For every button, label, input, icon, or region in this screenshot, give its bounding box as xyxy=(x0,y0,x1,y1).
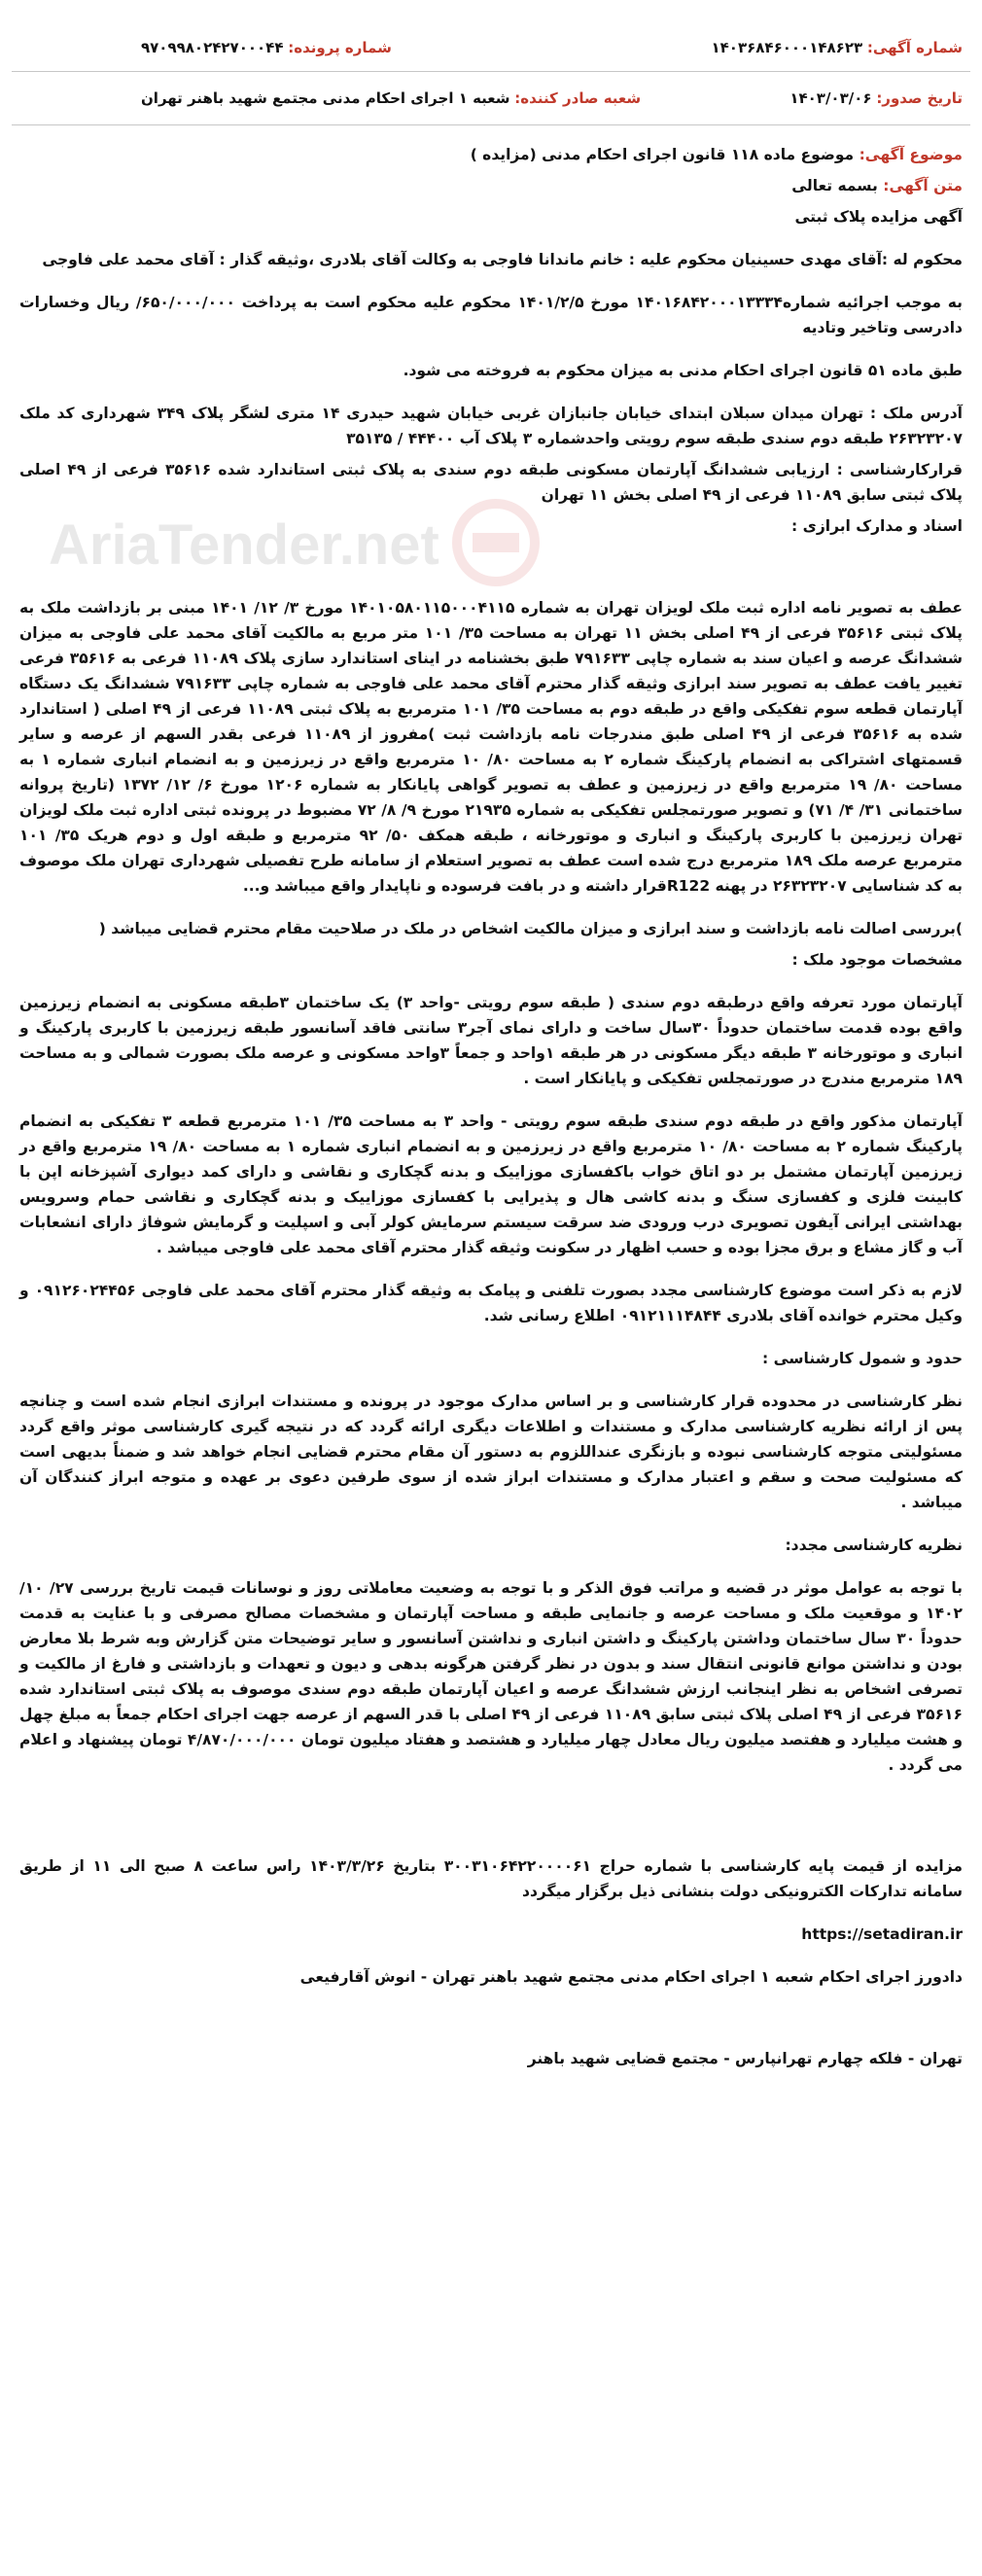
specs-paragraph-2: آپارتمان مذکور واقع در طبقه دوم سندی طبقه سوم رویتی - واحد ۳ به مساحت ۳۵/ ۱۰۱ مترمربع قطعه ۳ تفکیکی به انضمام پارکینگ شماره ۲ به مساحت ۸۰/ ۱۰ مترمربع واقع در زیرزمین و به انضمام انباری شماره ۱ به مساحت ۸۰/ ۱۹ مترمربع واقع در زیرزمین آپارتمان مشتمل بر دو اتاق خواب باکفسازی موزاییک و بدنه گچکاری و نقاشی و دارای کمد دیواری آشپزخانه اپن با کابینت فلزی و کفسازی سنگ و بدنه کاشی هال و پذیرایی با کفسازی موزاییک و بدنه گچکاری و نقاشی حمام وسرویس بهداشتی ایرانی آیفون تصویری درب ورودی ضد سرقت سیستم سرمایش کولر آبی و اسپلیت و گرمایش شوفاژ دارای انشعابات آب و گاز مشاع و برق مجزا بوده و حسب اظهار در سکونت وثیقه گذار محترم آقای محمد علی فاوجی میباشد . xyxy=(19,1112,963,1256)
case-number-value: ۹۷۰۹۹۸۰۲۴۲۷۰۰۰۴۴ xyxy=(141,39,284,56)
issuer-row xyxy=(141,88,641,109)
spacer xyxy=(19,2007,963,2046)
watermark-text: AriaTender.net xyxy=(49,513,439,577)
article51-paragraph: طبق ماده ۵۱ قانون اجرای احکام مدنی به میزان محکوم به فروخته می شود. xyxy=(403,362,963,379)
issuer-label: شعبه صادر کننده: xyxy=(514,89,642,107)
issue-date-label: تاریخ صدور: xyxy=(876,89,963,107)
spacer xyxy=(19,1795,963,1853)
specs-heading: مشخصات موجود ملک : xyxy=(791,951,963,969)
issue-date-value: ۱۴۰۳/۰۳/۰۶ xyxy=(789,89,872,107)
ad-number-row xyxy=(711,37,963,58)
announcement-body xyxy=(19,142,963,2557)
opinion-paragraph: با توجه به عوامل موثر در قضیه و مراتب فوق الذکر و با توجه به وضعیت معاملاتی روز و نوسانات قیمت تاریخ بررسی ۲۷/ ۱۰/ ۱۴۰۲ و موقعیت ملک و مساحت عرصه و جانمایی طبقه و مساحت آپارتمان و مشخصات مصالح مصرفی و با عنایت به قدمت حدوداً ۳۰ سال ساختمان وداشتن پارکینگ و داشتن انباری و نداشتن آسانسور و سایر توضیحات متن گزارش وبه شرط بلا معارض بودن و نداشتن موانع قانونی انتقال سند و بدون در نظر گرفتن هرگونه بدهی و دیون و تعهدات و بازداشتی و فارغ از مالکیت و تصرفی اشخاص به نظر اینجانب ارزش ششدانگ عرصه و اعیان آپارتمان طبقه دوم سندی موصوف به پلاک ثبتی استاندارد شده ۳۵۶۱۶ فرعی از ۴۹ اصلی پلاک ثبتی سابق ۱۱۰۸۹ فرعی از ۴۹ اصلی با قدر السهم از عرصه جهت اجرای احکام جمعاً به مبلغ چهل و هشت میلیارد و هفتصد میلیون ریال معادل چهار میلیارد و هشتصد و هفتاد میلیون تومان ۴/۸۷۰/۰۰۰/۰۰۰ تومان پیشنهاد و اعلام می گردد . xyxy=(19,1579,963,1774)
subject-label: موضوع آگهی: xyxy=(859,146,963,163)
subject-line xyxy=(19,142,963,167)
specs-paragraph-1: آپارتمان مورد تعرفه واقع درطبقه دوم سندی ( طبقه سوم رویتی -واحد ۳) یک ساختمان ۳طبقه مسکونی به انضمام زیرزمین واقع بوده قدمت ساختمان حدوداً ۳۰سال ساخت و دارای نمای آجر۳ سانتی فاقد آسانسور طبقه زیرزمین با کاربری پارکینگ و انباری و موتورخانه ۳ طبقه دیگر مسکونی در هر طبقه ۱واحد و جمعاً ۳واحد مسکونی و عرصه ملک بصورت شمالی و به مساحت ۱۸۹ مترمربع مندرج در صورتمجلس تفکیکی و پایانکار است . xyxy=(19,994,964,1087)
header-divider-2 xyxy=(12,124,970,125)
ownership-note: )بررسی اصالت نامه بازداشت و سند ابرازی و میزان مالکیت اشخاص در ملک در صلاحیت مقام محترم قضایی میباشد ( xyxy=(98,920,963,937)
ad-number-value: ۱۴۰۳۶۸۴۶۰۰۰۱۴۸۶۲۳ xyxy=(711,39,863,56)
address-paragraph: آدرس ملک : تهران میدان سبلان ابتدای خیابان جانبازان غربی خیابان شهید حیدری ۱۴ متری لشگر پلاک ۳۴۹ شهرداری کد ملک ۲۶۳۲۳۲۰۷ طبقه دوم سندی طبقه سوم رویتی واحدشماره ۳ پلاک آب ۴۴۴۰۰ / ۳۵۱۳۵ xyxy=(19,405,963,447)
issue-date-row xyxy=(789,88,963,109)
parties-paragraph: محکوم له :آقای مهدی حسینیان محکوم علیه : خانم ماندانا فاوجی به وکالت آقای بلادری ،وثیقه گذار : آقای محمد علی فاوجی xyxy=(42,251,963,268)
scope-paragraph: نظر کارشناسی در محدوده قرار کارشناسی و بر اساس مدارک موجود در پرونده و مستندات ابرازی انجام شده است و چنانچه پس از ارائه نظریه کارشناسی مدارک و مستندات و اطلاعات دیگری ارائه گردد که در نتیجه گیری کارشناسی موثر واقع گردد مسئولیتی متوجه کارشناسی نبوده و بازنگری عنداللزوم به دستور آن مقام محترم قضایی انجام خواهد شد و ضمناً بدیهی است که مسئولیت صحت و سقم و اعتبار مدارک و مستندات ابراز شده از سوی طرفین دعوی بر عهده و متوجه ابراز کنندگان آن میباشد . xyxy=(19,1393,963,1511)
setad-link[interactable]: https://setadiran.ir xyxy=(801,1925,963,1943)
ad-number-label: شماره آگهی: xyxy=(866,39,963,56)
header-divider-1 xyxy=(12,71,970,72)
documents-heading: اسناد و مدارک ابرازی : xyxy=(791,517,963,535)
execution-paragraph: به موجب اجرائیه شماره۱۴۰۱۶۸۴۲۰۰۰۱۳۳۳۴ مورخ ۱۴۰۱/۲/۵ محکوم علیه محکوم است به پرداخت ۶۵۰/۰۰۰/۰۰۰/ ریال وخسارات دادرسی وتاخیر وتادیه xyxy=(19,294,963,336)
body-label: متن آگهی: xyxy=(883,177,963,194)
notify-paragraph: لازم به ذکر است موضوع کارشناسی مجدد بصورت تلفنی و پیامک به وثیقه گذار محترم آقای محمد علی فاوجی ۰۹۱۲۶۰۲۴۴۵۶ و وکیل محترم خوانده آقای بلادری ۰۹۱۲۱۱۱۴۸۴۴ اطلاع رسانی شد. xyxy=(19,1282,963,1324)
case-number-row xyxy=(141,37,392,58)
location-line: تهران - فلکه چهارم تهرانپارس - مجتمع قضایی شهید باهنر xyxy=(527,2050,963,2067)
issuer-value: شعبه ۱ اجرای احکام مدنی مجتمع شهید باهنر تهران xyxy=(141,89,510,107)
bismillah: بسمه تعالی xyxy=(791,177,878,194)
documents-paragraph: عطف به تصویر نامه اداره ثبت ملک لویزان تهران به شماره ۱۴۰۱۰۵۸۰۱۱۵۰۰۰۴۱۱۵ مورخ ۳/ ۱۲/ ۱۴۰۱ مبنی بر بازداشت ملک به پلاک ثبتی ۳۵۶۱۶ فرعی از ۴۹ اصلی بخش ۱۱ تهران به مساحت ۳۵/ ۱۰۱ متر مربع به مالکیت آقای محمد علی فاوجی به میزان ششدانگ عرصه و اعیان سند به شماره چاپی ۷۹۱۶۳۳ طبق بخشنامه در اینای استاندارد سازی پلاک ۱۱۰۸۹ فرعی به ۳۵۶۱۶ فرعی تغییر یافت عطف به تصویر سند ابرازی وثیقه گذار محترم آقای محمد علی فاوجی به شماره چاپی ۷۹۱۶۳۳ ششدانگ یک دستگاه آپارتمان قطعه سوم تفکیکی واقع در طبقه دوم به مساحت ۳۵/ ۱۰۱ مترمربع به پلاک ثبتی ۱۱۰۸۹ فرعی از ۴۹ اصلی ( استاندارد شده به ۳۵۶۱۶ فرعی از ۴۹ اصلی طبق مندرجات نامه بازداشت ثبت )مفروز از ۱۱۰۸۹ فرعی بقدر السهم از عرصه و سایر قسمتهای اشتراکی به انضمام پارکینگ شماره ۲ به مساحت ۸۰/ ۱۰ مترمربع واقع در زیرزمین و به انضمام انباری شماره ۱ به مساحت ۸۰/ ۱۹ مترمربع واقع در زیرزمین و عطف به تصویر گواهی پایانکار به شماره ۱۲۰۶ مورخ ۶/ ۱۲/ ۱۳۷۲ (تاریخ پروانه ساختمانی ۳۱/ ۴/ ۷۱) و تصویر صورتمجلس تفکیکی به شماره ۲۱۹۳۵ مورخ ۹/ ۸/ ۷۲ مضبوط در پرونده ثبتی اداره ثبت ملک لویزان تهران زیرزمین با کاربری پارکینگ و انباری و موتورخانه ، طبقه همکف ۵۰/ ۹۲ مترمربع و طبقه اول و دوم هریک ۳۵/ ۱۰۱ مترمربع عرصه ملک ۱۸۹ مترمربع درج شده است عطف به تصویر استعلام از سامانه طرح تفصیلی شهرداری تهران ملک موصوف به کد شناسایی ۲۶۳۲۳۲۰۷ در پهنه R122قرار داشته و در بافت فرسوده و ناپایدار واقع میباشد و... xyxy=(19,599,964,895)
body-intro-line xyxy=(19,173,963,198)
office-line: دادورز اجرای احکام شعبه ۱ اجرای احکام مدنی مجتمع شهید باهنر تهران - انوش آقارفیعی xyxy=(299,1968,963,1986)
expert-paragraph: قرارکارشناسی : ارزیابی ششدانگ آپارتمان مسکونی طبقه دوم سندی به پلاک ثبتی استاندارد شده ۳۵۶۱۶ فرعی از ۴۹ اصلی پلاک ثبتی سابق ۱۱۰۸۹ فرعی از ۴۹ اصلی بخش ۱۱ تهران xyxy=(19,461,963,504)
opinion-heading: نظریه کارشناسی مجدد: xyxy=(785,1536,963,1554)
auction-paragraph: مزایده از قیمت پایه کارشناسی با شماره حراج ۳۰۰۳۱۰۶۴۲۲۰۰۰۰۶۱ بتاریخ ۱۴۰۳/۳/۲۶ راس ساعت ۸ صبح الی ۱۱ از طریق سامانه تدارکات الکترونیکی دولت بنشانی ذیل برگزار میگردد xyxy=(19,1857,963,1900)
scope-heading: حدود و شمول کارشناسی : xyxy=(761,1350,963,1367)
subject-text: موضوع ماده ۱۱۸ قانون اجرای احکام مدنی (مزایده ) xyxy=(470,146,855,163)
case-number-label: شماره پرونده: xyxy=(288,39,392,56)
announcement-title: آگهی مزایده پلاک ثبتی xyxy=(794,208,963,226)
spacer xyxy=(19,556,963,595)
